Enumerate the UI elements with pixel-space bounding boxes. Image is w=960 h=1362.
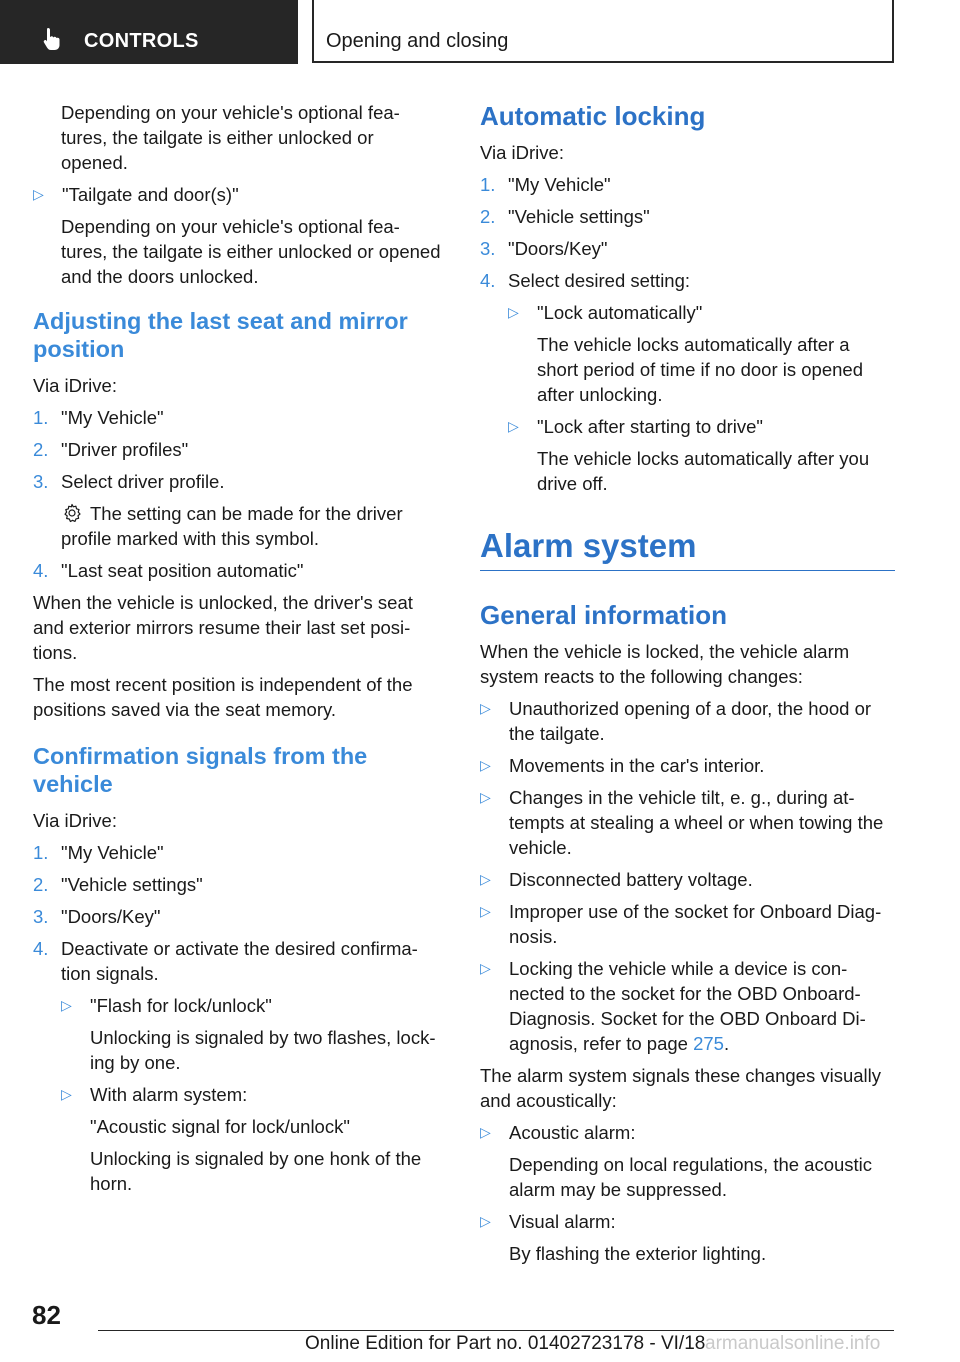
list-item-text: Changes in the vehicle tilt, e. g., during at-tempts at stealing a wheel or when towing the vehicle. — [509, 787, 884, 858]
list-item — [480, 696, 895, 746]
gear-icon — [62, 503, 82, 523]
numbered-step — [33, 558, 443, 583]
watermark: armanualsonline.info — [705, 1333, 881, 1354]
hand-pointer-icon — [40, 26, 66, 52]
page-number: 82 — [32, 1300, 61, 1330]
section-heading: General information — [480, 600, 728, 630]
list-item-text: Movements in the car's interior. — [509, 755, 765, 776]
bullet-icon: ▷ — [508, 418, 519, 434]
step-number: 2. — [480, 206, 496, 227]
body-paragraph: When the vehicle is locked, the vehicle alarm system reacts to the following changes: — [480, 641, 850, 687]
list-item — [480, 785, 895, 860]
step-text: "Vehicle settings" — [508, 206, 650, 227]
bullet-icon: ▷ — [480, 903, 491, 919]
list-item-text: "Lock after starting to drive" — [537, 416, 763, 437]
step-text: "Doors/Key" — [61, 906, 161, 927]
locking-item-text: Locking the vehicle while a device is con-nected to the socket for the OBD Onboard-Diagnosis. Socket for the OBD Onboard Di-agnosis, refer to page — [509, 958, 866, 1054]
via-label: Via iDrive: — [33, 375, 117, 396]
bullet-icon: ▷ — [480, 757, 491, 773]
numbered-step — [33, 437, 443, 462]
body-paragraph: The most recent position is independent of the positions saved via the seat memory. — [33, 674, 413, 720]
list-item — [480, 414, 895, 439]
list-item-description: The vehicle locks automatically after a short period of time if no door is opened after unlocking. — [537, 334, 863, 405]
list-item-text: Visual alarm: — [509, 1211, 616, 1232]
list-item-description: Depending on local regulations, the acoustic alarm may be suppressed. — [509, 1154, 873, 1200]
step-number: 1. — [33, 407, 49, 428]
step-number: 3. — [33, 471, 49, 492]
bullet-icon: ▷ — [480, 789, 491, 805]
step-number: 2. — [33, 874, 49, 895]
step-number: 3. — [33, 906, 49, 927]
numbered-step — [480, 204, 895, 229]
step-text: "My Vehicle" — [61, 407, 164, 428]
list-item-text: "Lock automatically" — [537, 302, 703, 323]
footer-divider — [98, 1330, 894, 1331]
bullet-icon: ▷ — [480, 1213, 491, 1229]
chapter-title: Opening and closing — [326, 30, 509, 52]
bullet-icon: ▷ — [61, 997, 72, 1013]
list-item-text: Disconnected battery voltage. — [509, 869, 753, 890]
section-heading: Confirmation signals from the vehicle — [33, 743, 368, 797]
step-text: "Doors/Key" — [508, 238, 608, 259]
list-item-description: Unlocking is signaled by one honk of the horn. — [90, 1148, 422, 1194]
body-paragraph: The alarm system signals these changes visually and acoustically: — [480, 1065, 882, 1111]
list-item — [33, 1082, 443, 1107]
body-paragraph: When the vehicle is unlocked, the driver's seat and exterior mirrors resume their last set posi-tions. — [33, 592, 413, 663]
list-item — [480, 899, 895, 949]
bullet-icon: ▷ — [508, 304, 519, 320]
step-text: "Driver profiles" — [61, 439, 189, 460]
numbered-step — [480, 172, 895, 197]
list-item-text: Acoustic alarm: — [509, 1122, 636, 1143]
bullet-icon: ▷ — [480, 1124, 491, 1140]
list-item-text: Unauthorized opening of a door, the hood or the tailgate. — [509, 698, 872, 744]
list-item — [33, 182, 443, 207]
header-section-tab — [0, 0, 298, 64]
via-label: Via iDrive: — [480, 142, 564, 163]
list-item-description: Unlocking is signaled by two flashes, lock-ing by one. — [90, 1027, 436, 1073]
bullet-icon: ▷ — [480, 960, 491, 976]
intro-paragraph: Depending on your vehicle's optional fea-tures, the tailgate is either unlocked or opened. — [61, 102, 400, 173]
step-number: 4. — [480, 270, 496, 291]
step-text: "My Vehicle" — [61, 842, 164, 863]
numbered-step — [33, 904, 443, 929]
numbered-step — [33, 469, 443, 494]
step-number: 4. — [33, 560, 49, 581]
list-item-description: "Acoustic signal for lock/unlock" — [90, 1116, 350, 1137]
bullet-icon: ▷ — [480, 871, 491, 887]
numbered-step — [33, 936, 443, 986]
numbered-step — [33, 840, 443, 865]
numbered-step — [480, 268, 895, 293]
step-text: "Last seat position automatic" — [61, 560, 304, 581]
list-item — [480, 753, 895, 778]
section-heading: Automatic locking — [480, 101, 706, 131]
section-heading: Adjusting the last seat and mirror position — [33, 308, 408, 362]
section-title: CONTROLS — [84, 30, 199, 52]
list-item-text: With alarm system: — [90, 1084, 248, 1105]
list-item — [480, 867, 895, 892]
left-column — [33, 100, 443, 1203]
list-item-text: Improper use of the socket for Onboard Diag-nosis. — [509, 901, 882, 947]
profile-note — [33, 501, 443, 551]
step-number: 4. — [33, 938, 49, 959]
numbered-step — [33, 872, 443, 897]
list-item — [480, 300, 895, 325]
list-item-description: The vehicle locks automatically after you drive off. — [537, 448, 870, 494]
list-item — [480, 956, 895, 1056]
step-number: 2. — [33, 439, 49, 460]
step-text: "Vehicle settings" — [61, 874, 203, 895]
list-item — [480, 1209, 895, 1234]
numbered-step — [33, 405, 443, 430]
via-label: Via iDrive: — [33, 810, 117, 831]
bullet-icon: ▷ — [61, 1086, 72, 1102]
bullet-icon: ▷ — [480, 700, 491, 716]
step-number: 1. — [480, 174, 496, 195]
step-text: Deactivate or activate the desired confirma-tion signals. — [61, 938, 418, 984]
header-chapter-tab — [312, 0, 894, 63]
list-item-description: Depending on your vehicle's optional fea-tures, the tailgate is either unlocked or opened and the doors unlocked. — [61, 216, 441, 287]
bullet-icon: ▷ — [33, 186, 44, 202]
list-item-text: "Flash for lock/unlock" — [90, 995, 272, 1016]
edition-note: Online Edition for Part no. 01402723178 - VI/18 — [305, 1333, 706, 1354]
profile-note-text: The setting can be made for the driver profile marked with this symbol. — [61, 503, 403, 549]
list-item-description: By flashing the exterior lighting. — [509, 1243, 767, 1264]
step-text: Select driver profile. — [61, 471, 225, 492]
list-item-text: Locking the vehicle while a device is con-nected to the socket for the OBD Onboard-Diagnosis. Socket for the OBD Onboard Di-agnosis, refer to page 275. — [509, 958, 866, 1054]
list-item — [480, 1120, 895, 1145]
step-text: "My Vehicle" — [508, 174, 611, 195]
list-item — [33, 993, 443, 1018]
chapter-heading: Alarm system — [480, 526, 895, 571]
step-number: 1. — [33, 842, 49, 863]
step-text: Select desired setting: — [508, 270, 691, 291]
list-item-text: "Tailgate and door(s)" — [62, 184, 239, 205]
page-reference-link[interactable]: 275 — [693, 1033, 724, 1054]
right-column — [480, 100, 895, 1273]
step-number: 3. — [480, 238, 496, 259]
numbered-step — [480, 236, 895, 261]
